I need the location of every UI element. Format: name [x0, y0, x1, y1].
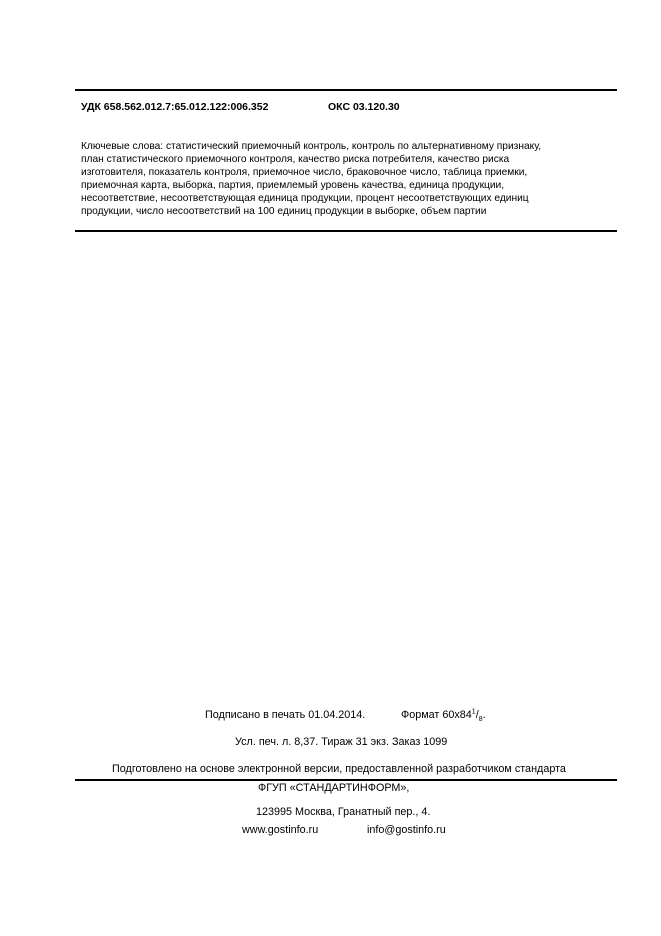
keywords-line: Ключевые слова: статистический приемочный контроль, контроль по альтернативному признаку,	[81, 141, 542, 152]
format-numerator: 1	[471, 708, 476, 716]
email-link[interactable]: info@gostinfo.ru	[367, 824, 446, 836]
keywords-line: несоответствие, несоответствующая единица продукции, процент несоответствующих единиц	[81, 192, 529, 204]
publisher-address: 123995 Москва, Гранатный пер., 4.	[256, 806, 431, 818]
keywords-line: приемочная карта, выборка, партия, приемлемый уровень качества, единица продукции,	[81, 179, 505, 191]
udk-code: УДК 658.562.012.7:65.012.122:006.352	[81, 101, 269, 113]
website-link[interactable]: www.gostinfo.ru	[242, 824, 319, 836]
keywords-line: продукции, число несоответствий на 100 единиц продукции в выборке, объем партии	[81, 205, 487, 217]
prepared-note: Подготовлено на основе электронной версии, предоставленной разработчиком стандарта	[112, 763, 566, 775]
keywords-block	[81, 141, 621, 218]
keywords-bottom-rule	[75, 230, 617, 232]
paper-format: Формат $60x84^1/_8$.	[401, 708, 486, 724]
signed-date: Подписано в печать 01.04.2014.	[205, 709, 366, 721]
keywords-line: план статистического приемочного контроля, качество риска потребителя, качество риска	[81, 153, 510, 165]
publisher-name: ФГУП «СТАНДАРТИНФОРМ»,	[258, 782, 410, 794]
oks-code: ОКС 03.120.30	[328, 101, 400, 113]
classification-row	[81, 101, 400, 113]
publisher-rule	[75, 779, 617, 781]
format-denominator: 8	[478, 716, 483, 724]
top-rule	[75, 89, 617, 91]
print-info: Усл. печ. л. 8,37. Тираж 31 экз. Заказ 1099	[235, 736, 448, 748]
keywords-line: изготовителя, показатель контроля, приемочное число, браковочное число, таблица приемки,	[81, 166, 528, 178]
